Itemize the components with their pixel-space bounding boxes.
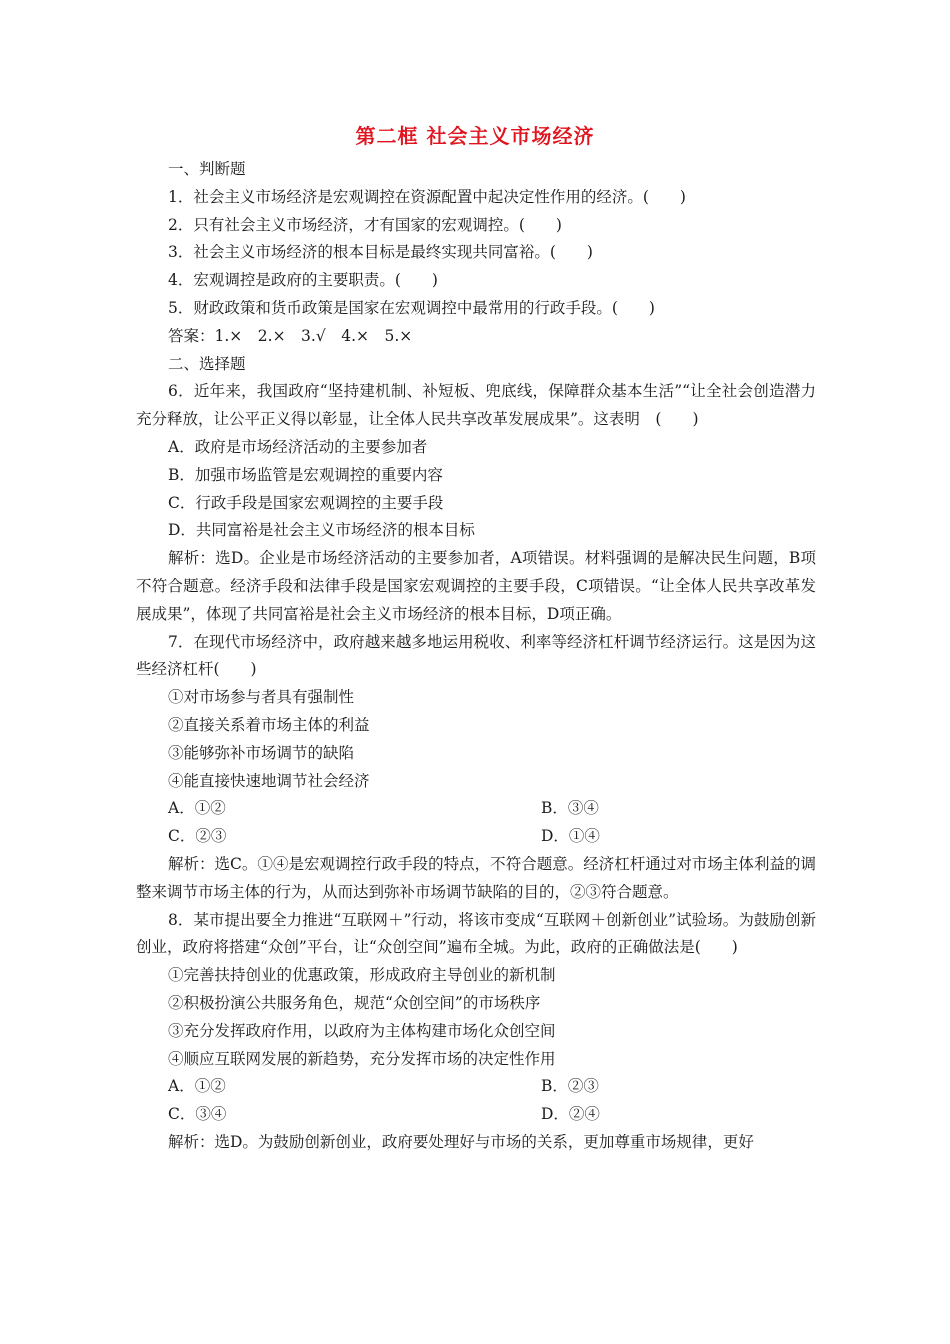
q7-option-c: C．②③ bbox=[168, 827, 227, 846]
tf-item-4: 4．宏观调控是政府的主要职责。( ) bbox=[168, 271, 438, 290]
q7-option-b: B．③④ bbox=[541, 799, 599, 818]
section-heading-true-false: 一、判断题 bbox=[168, 160, 246, 178]
q8-analysis: 解析：选D。为鼓励创新创业，政府要处理好与市场的关系，更加尊重市场规律，更好 bbox=[168, 1132, 754, 1151]
q6-analysis: 解析：选D。企业是市场经济活动的主要参加者，A项错误。材料强调的是解决民生问题，B项不符合题意。经济手段和法律手段是国家宏观调控的主要手段，C项错误。“让全体人民共享改革发展成果”，体现了共同富裕是社会主义市场经济的根本目标，D项正确。 bbox=[136, 549, 816, 623]
q6-stem: 6．近年来，我国政府“坚持建机制、补短板、兜底线，保障群众基本生活”“让全社会创造潜力充分释放，让公平正义得以彰显，让全体人民共享改革发展成果”。这表明 ( ) bbox=[136, 382, 816, 429]
q7-statement-4: ④能直接快速地调节社会经济 bbox=[168, 771, 370, 790]
q8-option-c: C．③④ bbox=[168, 1105, 227, 1124]
tf-answer: 答案：1.× 2.× 3.√ 4.× 5.× bbox=[168, 326, 413, 345]
q8-options-row-1 bbox=[136, 1073, 816, 1101]
tf-item-2: 2．只有社会主义市场经济，才有国家的宏观调控。( ) bbox=[168, 215, 562, 234]
q7-analysis: 解析：选C。①④是宏观调控行政手段的特点，不符合题意。经济杠杆通过对市场主体利益的调整来调节市场主体的行为，从而达到弥补市场调节缺陷的目的，②③符合题意。 bbox=[136, 854, 816, 901]
q8-options-row-2 bbox=[136, 1101, 816, 1129]
q7-stem: 7．在现代市场经济中，政府越来越多地运用税收、利率等经济杠杆调节经济运行。这是因为这些经济杠杆( ) bbox=[136, 632, 816, 679]
q6-option-b: B．加强市场监管是宏观调控的重要内容 bbox=[168, 465, 443, 484]
q8-statement-2: ②积极扮演公共服务角色，规范“众创空间”的市场秩序 bbox=[168, 993, 541, 1012]
section-heading-multiple-choice: 二、选择题 bbox=[168, 354, 246, 373]
q6-option-a: A．政府是市场经济活动的主要参加者 bbox=[168, 437, 428, 456]
q7-options-row-2 bbox=[136, 823, 816, 851]
q8-statement-4: ④顺应互联网发展的新趋势，充分发挥市场的决定性作用 bbox=[168, 1049, 556, 1068]
q7-statement-3: ③能够弥补市场调节的缺陷 bbox=[168, 743, 355, 762]
q7-options-row-1 bbox=[136, 795, 816, 823]
q6-option-c: C．行政手段是国家宏观调控的主要手段 bbox=[168, 493, 444, 512]
q8-option-b: B．②③ bbox=[541, 1077, 599, 1096]
document-body bbox=[136, 156, 816, 1157]
q8-option-d: D．②④ bbox=[541, 1105, 600, 1124]
q8-option-a: A．①② bbox=[168, 1077, 226, 1096]
q8-stem: 8．某市提出要全力推进“互联网＋”行动，将该市变成“互联网＋创新创业”试验场。为鼓励创新创业，政府将搭建“众创”平台，让“众创空间”遍布全城。为此，政府的正确做法是( ) bbox=[136, 910, 816, 957]
tf-item-5: 5．财政政策和货币政策是国家在宏观调控中最常用的行政手段。( ) bbox=[168, 298, 655, 317]
q6-option-d: D．共同富裕是社会主义市场经济的根本目标 bbox=[168, 521, 475, 540]
q7-statement-2: ②直接关系着市场主体的利益 bbox=[168, 715, 370, 734]
tf-item-3: 3．社会主义市场经济的根本目标是最终实现共同富裕。( ) bbox=[168, 243, 593, 262]
q7-option-a: A．①② bbox=[168, 799, 226, 818]
q7-statement-1: ①对市场参与者具有强制性 bbox=[168, 688, 355, 707]
q8-statement-3: ③充分发挥政府作用，以政府为主体构建市场化众创空间 bbox=[168, 1021, 556, 1040]
q8-statement-1: ①完善扶持创业的优惠政策，形成政府主导创业的新机制 bbox=[168, 966, 556, 985]
page-title: 第二框 社会主义市场经济 bbox=[355, 124, 595, 148]
tf-item-1: 1．社会主义市场经济是宏观调控在资源配置中起决定性作用的经济。( ) bbox=[168, 187, 686, 206]
q7-option-d: D．①④ bbox=[541, 827, 600, 846]
